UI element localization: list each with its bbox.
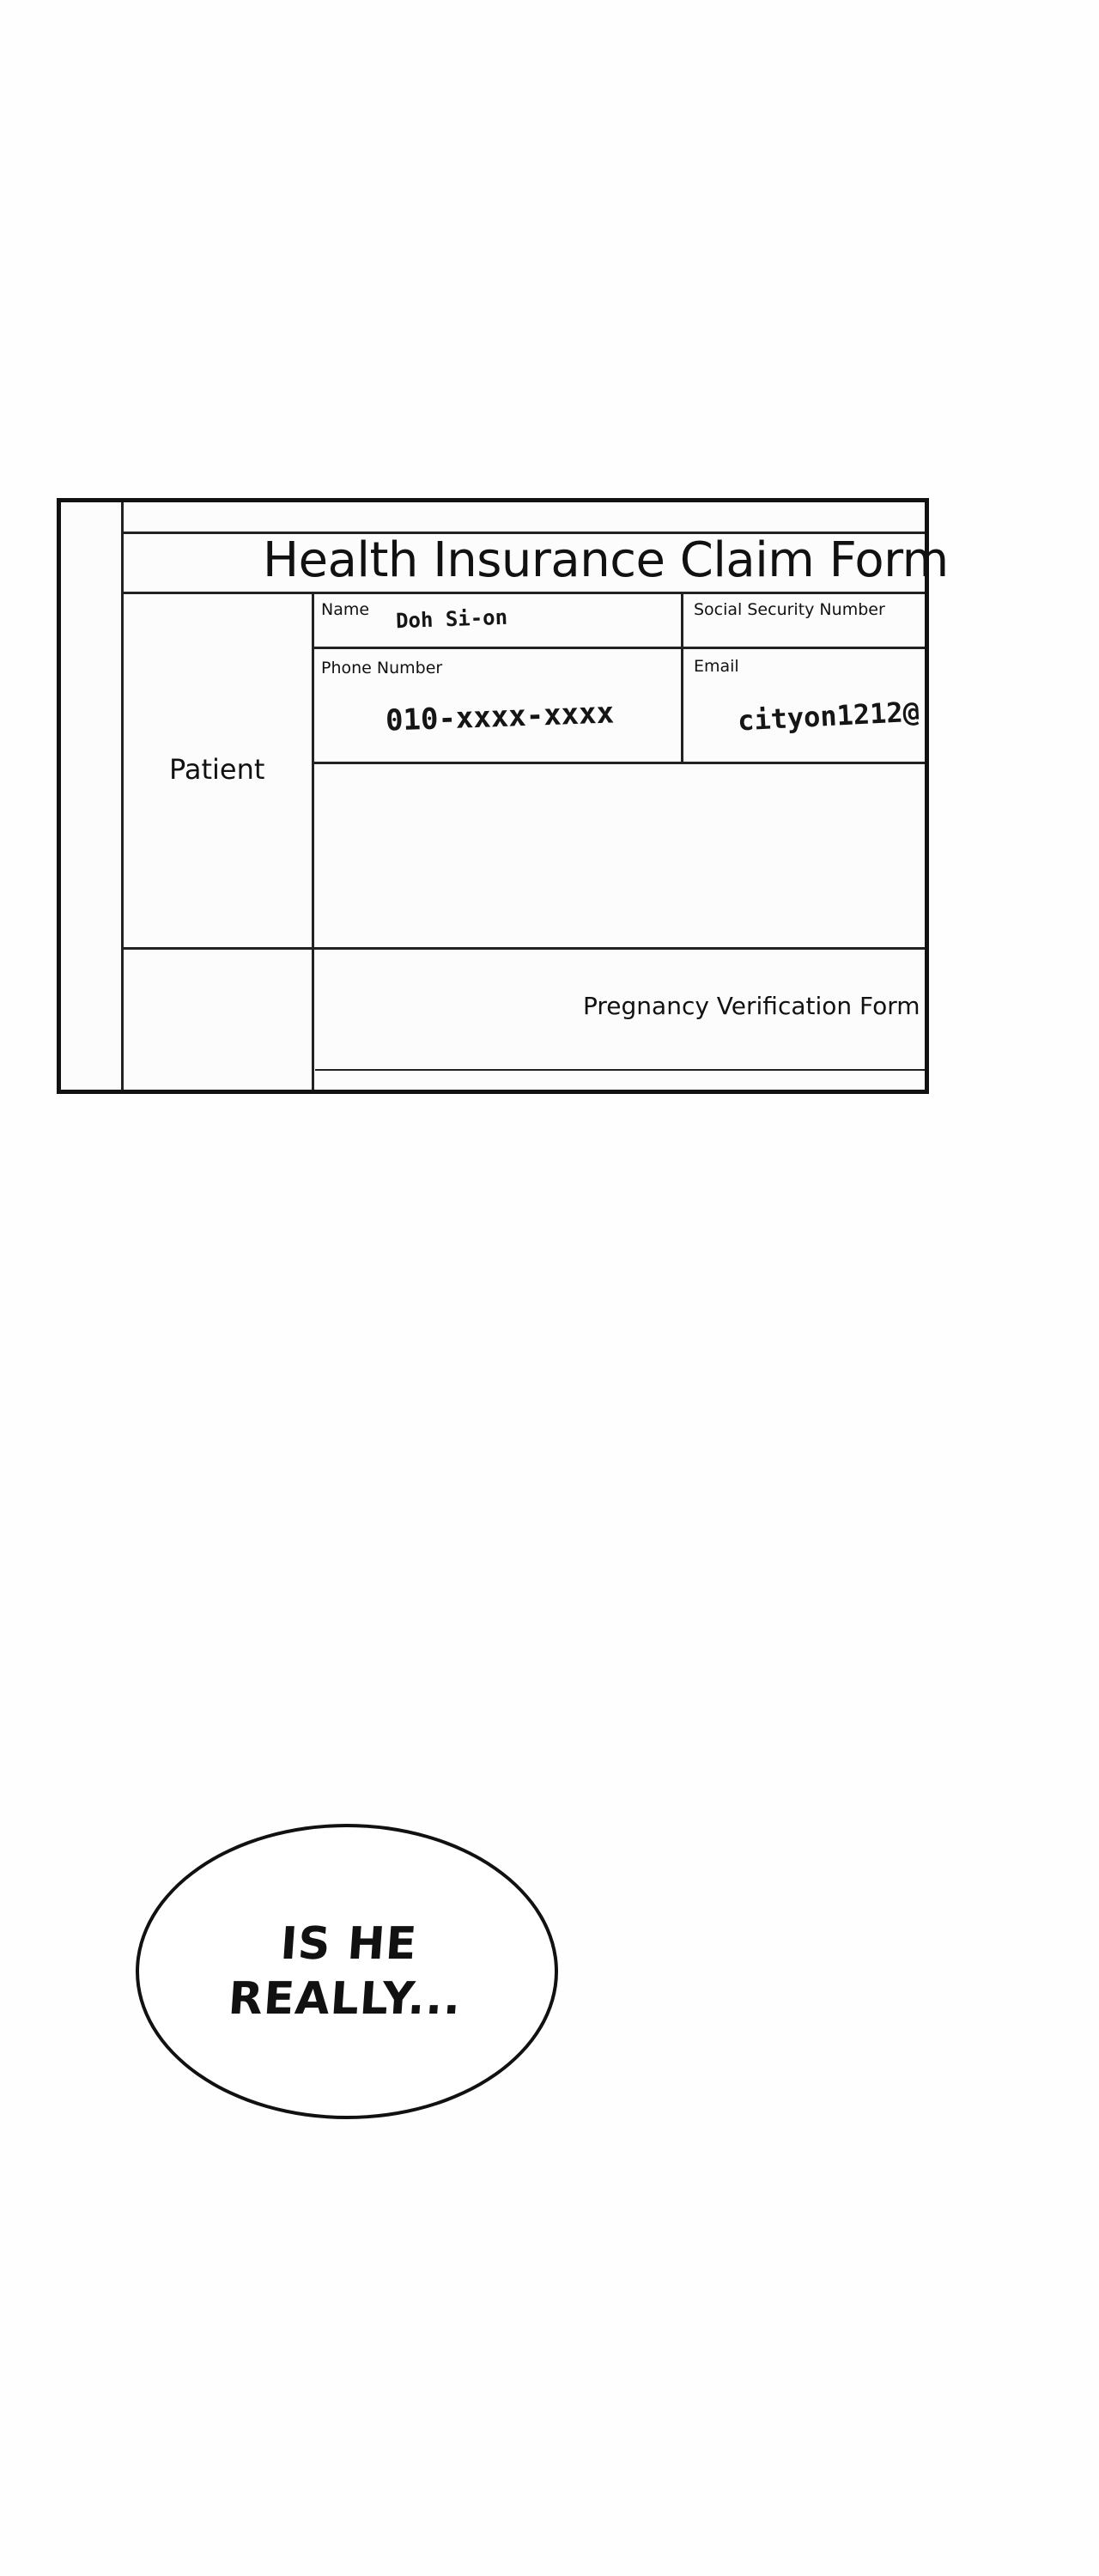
name-ssn-divider — [681, 592, 683, 763]
patient-section-label: Patient — [169, 753, 265, 786]
patient-section-bottom-line — [121, 947, 925, 950]
name-row-bottom-line — [312, 647, 925, 649]
name-value: Doh Si-on — [395, 605, 508, 634]
pregnancy-verification-label: Pregnancy Verification Form — [583, 992, 920, 1020]
claim-form-panel — [57, 498, 949, 1094]
phone-value: 010-xxxx-xxxx — [385, 696, 615, 738]
patient-column-line — [312, 592, 314, 1090]
form-title: Health Insurance Claim Form — [263, 532, 949, 588]
phone-label: Phone Number — [321, 659, 443, 677]
form-left-margin-line — [121, 502, 124, 1090]
email-label: Email — [694, 657, 739, 676]
email-value: cityon1212@ — [737, 695, 920, 738]
attachment-underline — [315, 1069, 925, 1071]
name-label: Name — [321, 600, 370, 619]
ssn-label: Social Security Number — [694, 600, 885, 619]
speech-bubble-text: IS HE REALLY... — [227, 1918, 464, 2025]
speech-bubble — [136, 1824, 558, 2119]
title-bottom-line — [121, 592, 925, 594]
contact-row-bottom-line — [312, 762, 925, 764]
